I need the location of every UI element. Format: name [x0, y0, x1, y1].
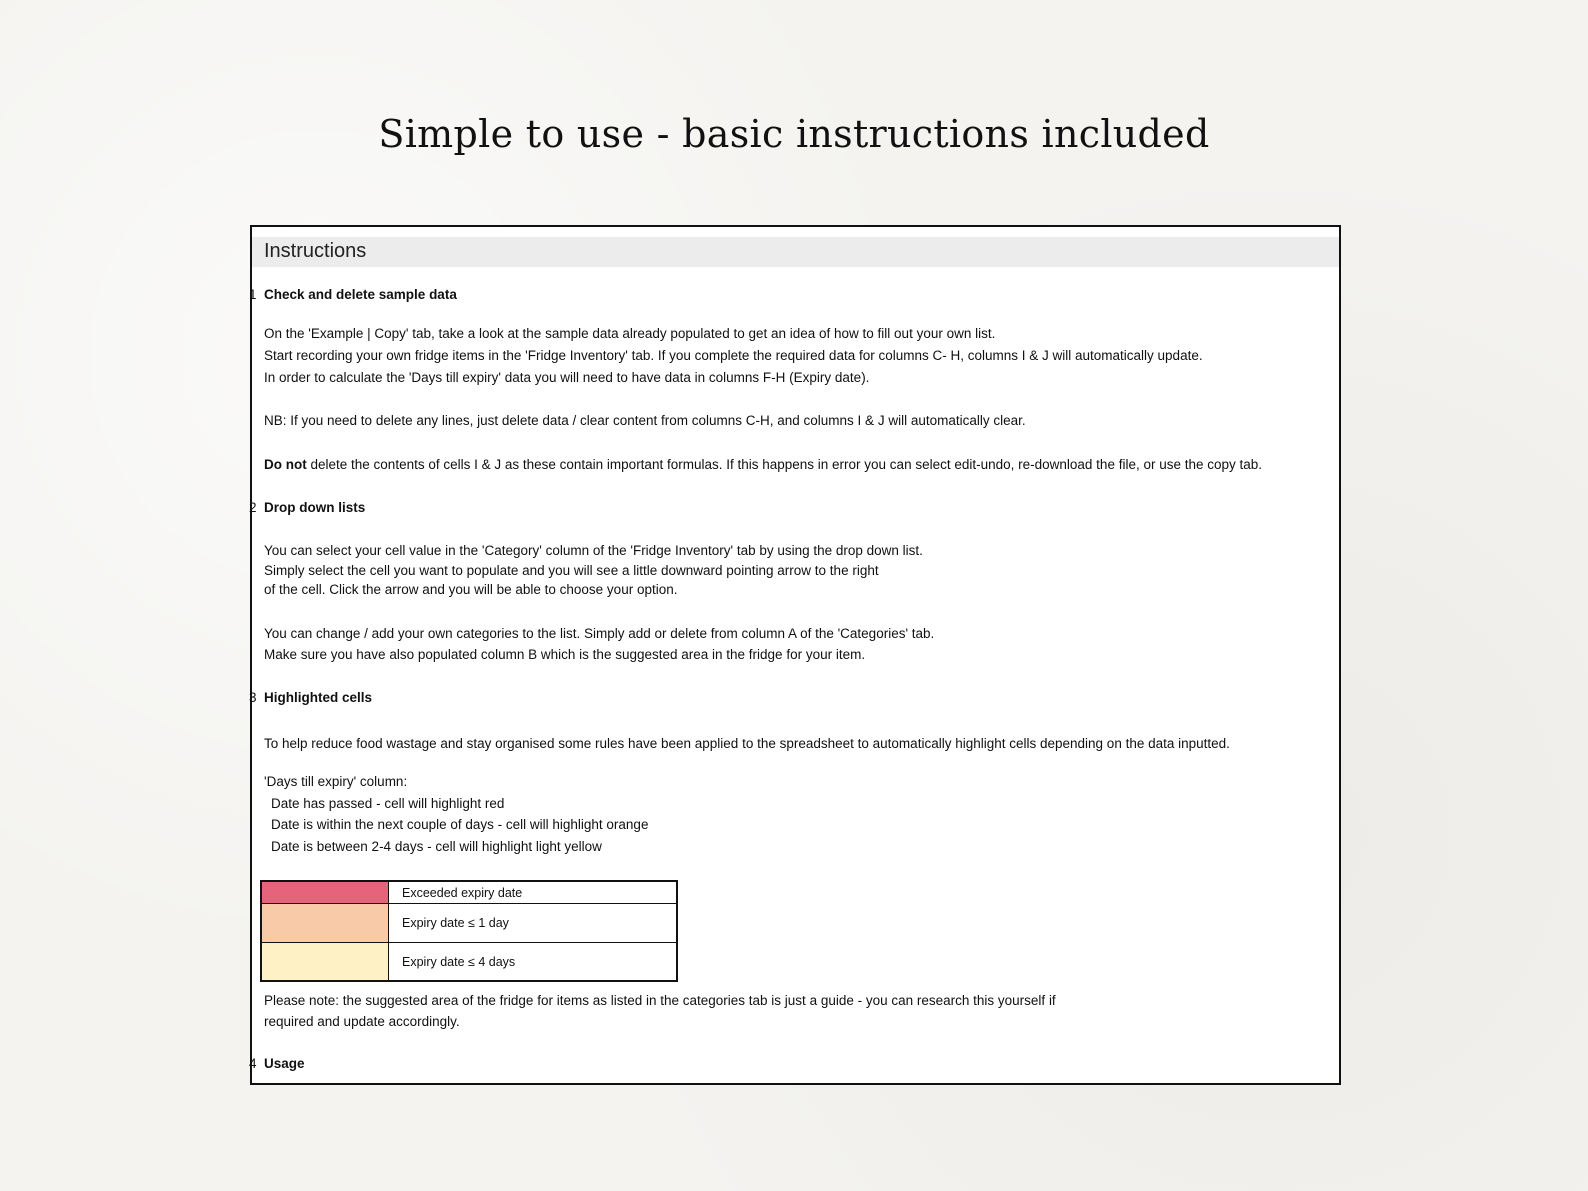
- instructions-sheet: [250, 225, 1341, 1085]
- section-number: 1: [249, 287, 257, 302]
- sheet-header: [252, 237, 1339, 267]
- legend-label: Expiry date ≤ 1 day: [402, 916, 509, 930]
- instruction-text: Make sure you have also populated column B which is the suggested area in the fridge for your item.: [264, 647, 866, 662]
- instruction-text: Start recording your own fridge items in the 'Fridge Inventory' tab. If you complete the required data for columns C- H, columns I & J will automatically update.: [264, 348, 1203, 363]
- legend-swatch-yellow: [262, 943, 389, 980]
- legend-row: [262, 903, 676, 942]
- instruction-text: NB: If you need to delete any lines, just delete data / clear content from columns C-H, and columns I & J will automatically clear.: [264, 413, 1026, 428]
- legend-row: [262, 942, 676, 980]
- rule-text: Date has passed - cell will highlight red: [271, 796, 505, 811]
- note-text: Please note: the suggested area of the fridge for items as listed in the categories tab is just a guide - you can research this yourself if: [264, 993, 1056, 1008]
- instruction-text: You can change / add your own categories to the list. Simply add or delete from column A of the 'Categories' tab.: [264, 626, 935, 641]
- instruction-text: You can select your cell value in the 'Category' column of the 'Fridge Inventory' tab by using the drop down list.: [264, 543, 923, 558]
- legend-swatch-orange: [262, 904, 389, 942]
- legend-label: Exceeded expiry date: [402, 885, 523, 900]
- sheet-header-title: Instructions: [264, 240, 367, 262]
- instruction-text: of the cell. Click the arrow and you will be able to choose your option.: [264, 582, 678, 597]
- instruction-text: In order to calculate the 'Days till expiry' data you will need to have data in columns F-H (Expiry date).: [264, 370, 870, 385]
- warning-text: [264, 457, 1262, 472]
- section-heading: Check and delete sample data: [264, 287, 457, 302]
- warning-body: delete the contents of cells I & J as these contain important formulas. If this happens in error you can select edit-undo, re-download the file, or use the copy tab.: [306, 457, 1263, 472]
- page-title: Simple to use - basic instructions included: [378, 112, 1210, 156]
- instruction-text: 'Days till expiry' column:: [264, 774, 408, 789]
- legend-swatch-red: [262, 882, 389, 903]
- instruction-text: Simply select the cell you want to populate and you will see a little downward pointing arrow to the right: [264, 563, 879, 578]
- instruction-text: To help reduce food wastage and stay organised some rules have been applied to the spreadsheet to automatically highlight cells depending on the data inputted.: [264, 736, 1230, 751]
- section-number: 4: [249, 1056, 257, 1071]
- section-number: 3: [249, 690, 257, 705]
- highlight-legend: [260, 880, 678, 982]
- legend-label: Expiry date ≤ 4 days: [402, 954, 516, 969]
- section-heading: Drop down lists: [264, 500, 366, 515]
- instruction-text: On the 'Example | Copy' tab, take a look at the sample data already populated to get an idea of how to fill out your own list.: [264, 326, 996, 341]
- section-number: 2: [249, 500, 257, 515]
- rule-text: Date is between 2-4 days - cell will highlight light yellow: [271, 839, 602, 854]
- section-heading: Usage: [264, 1056, 305, 1071]
- note-text: required and update accordingly.: [264, 1014, 460, 1029]
- section-heading: Highlighted cells: [264, 690, 373, 705]
- legend-row: [262, 882, 676, 903]
- rule-text: Date is within the next couple of days - cell will highlight orange: [271, 817, 649, 832]
- warning-emphasis: Do not: [264, 457, 307, 472]
